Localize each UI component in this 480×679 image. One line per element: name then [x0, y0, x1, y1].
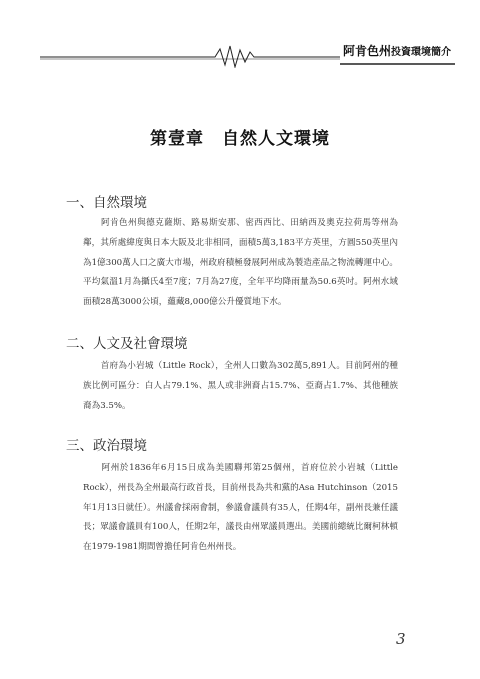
section-paragraph-society: 首府為小岩城（Little Rock），全州人口數為302萬5,891人。目前阿州的種族比例可區分：白人占79.1%、黑人或非洲裔占15.7%、亞裔占1.7%、其他種族裔為3.5%。	[83, 361, 398, 411]
section-paragraph-politics: 阿州於1836年6月15日成為美國聯邦第25個州，首府位於小岩城（Little Rock），州長為全州最高行政首長，目前州長為共和黨的Asa Hutchinson（2015年1月13日就任）。州議會採兩會制，參議會議員有35人，任期4年，副州長兼任議長；眾議會議員有100人，任期2年，議長由州眾議員選出。美國前總統比爾柯林頓在1979-1981期間曾擔任阿肯色州州長。	[83, 463, 398, 553]
chapter-title: 第壹章 自然人文環境	[150, 129, 330, 149]
section-heading-politics: 三、政治環境	[66, 438, 147, 454]
page-number: 3	[396, 630, 406, 648]
section-heading-society: 二、人文及社會環境	[66, 336, 188, 352]
section-paragraph-natural: 阿肯色州與德克薩斯、路易斯安那、密西西比、田納西及奧克拉荷馬等州為鄰，其所處緯度與日本大阪及北非相同，面積5萬3,183平方英里，方圓550英里內為1億300萬人口之廣大市場，州政府積極發展阿州成為製造產品之物流轉運中心。平均氣溫1月為攝氏4至7度；7月為27度，全年平均降雨量為50.6英吋。阿州水域面積28萬3000公頃，蘊藏8,000億公升優質地下水。	[83, 218, 398, 308]
running-header	[40, 40, 455, 68]
header-title-main: 阿肯色州	[342, 44, 391, 58]
header-title-sub: 投資環境簡介	[391, 47, 451, 58]
section-heading-natural: 一、自然環境	[66, 195, 147, 211]
header-title	[343, 42, 451, 59]
